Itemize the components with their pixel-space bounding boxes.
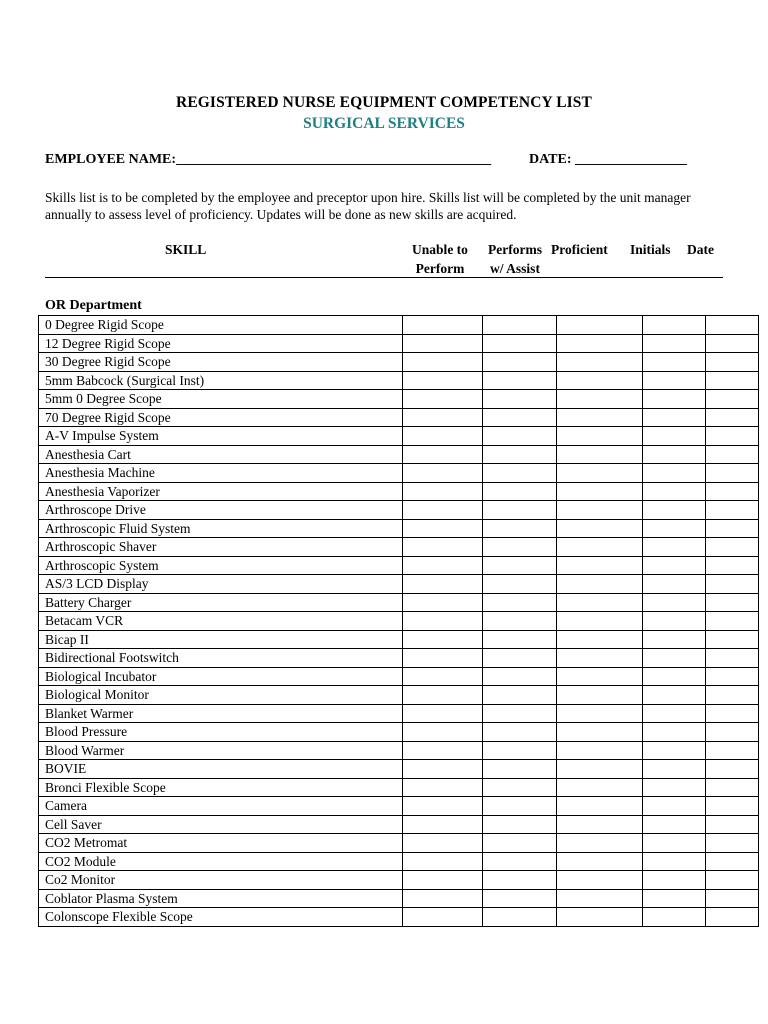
performs-with-assist-cell[interactable] [483, 815, 557, 834]
initials-cell[interactable] [643, 612, 706, 631]
date-cell[interactable] [706, 778, 759, 797]
proficient-cell[interactable] [557, 501, 643, 520]
proficient-cell[interactable] [557, 834, 643, 853]
proficient-cell[interactable] [557, 371, 643, 390]
proficient-cell[interactable] [557, 871, 643, 890]
skill-name-cell: 70 Degree Rigid Scope [39, 408, 403, 427]
initials-cell[interactable] [643, 686, 706, 705]
proficient-cell[interactable] [557, 778, 643, 797]
initials-cell[interactable] [643, 334, 706, 353]
performs-with-assist-cell[interactable] [483, 778, 557, 797]
initials-cell[interactable] [643, 575, 706, 594]
proficient-cell[interactable] [557, 445, 643, 464]
performs-with-assist-cell[interactable] [483, 334, 557, 353]
initials-cell[interactable] [643, 371, 706, 390]
table-row [39, 334, 759, 353]
proficient-cell[interactable] [557, 390, 643, 409]
employee-name-field[interactable]: _____________________________________________ [176, 152, 492, 167]
unable-to-perform-cell[interactable] [403, 778, 483, 797]
proficient-cell[interactable] [557, 427, 643, 446]
proficient-cell[interactable] [557, 815, 643, 834]
performs-with-assist-cell[interactable] [483, 390, 557, 409]
proficient-cell[interactable] [557, 649, 643, 668]
unable-to-perform-cell[interactable] [403, 686, 483, 705]
table-row [39, 538, 759, 557]
skill-name-cell: Bicap II [39, 630, 403, 649]
skill-name-cell: Biological Monitor [39, 686, 403, 705]
table-row [39, 778, 759, 797]
table-row [39, 445, 759, 464]
initials-cell[interactable] [643, 630, 706, 649]
unable-to-perform-cell[interactable] [403, 741, 483, 760]
skill-name-cell: Co2 Monitor [39, 871, 403, 890]
column-header-performs-line2: w/ Assist [490, 260, 540, 276]
performs-with-assist-cell[interactable] [483, 538, 557, 557]
table-row [39, 464, 759, 483]
unable-to-perform-cell[interactable] [403, 630, 483, 649]
skill-name-cell: Arthroscope Drive [39, 501, 403, 520]
table-row [39, 316, 759, 335]
date-cell[interactable] [706, 353, 759, 372]
performs-with-assist-cell[interactable] [483, 482, 557, 501]
initials-cell[interactable] [643, 445, 706, 464]
date-cell[interactable] [706, 482, 759, 501]
unable-to-perform-cell[interactable] [403, 316, 483, 335]
table-row [39, 612, 759, 631]
proficient-cell[interactable] [557, 852, 643, 871]
column-header-proficient: Proficient [551, 242, 608, 257]
date-field[interactable]: ________________ [575, 152, 688, 167]
skill-name-cell: CO2 Module [39, 852, 403, 871]
initials-cell[interactable] [643, 649, 706, 668]
skill-name-cell: Colonscope Flexible Scope [39, 908, 403, 927]
skill-name-cell: 30 Degree Rigid Scope [39, 353, 403, 372]
proficient-cell[interactable] [557, 408, 643, 427]
table-row [39, 797, 759, 816]
date-cell[interactable] [706, 908, 759, 927]
skill-name-cell: Betacam VCR [39, 612, 403, 631]
unable-to-perform-cell[interactable] [403, 556, 483, 575]
unable-to-perform-cell[interactable] [403, 723, 483, 742]
performs-with-assist-cell[interactable] [483, 908, 557, 927]
performs-with-assist-cell[interactable] [483, 316, 557, 335]
date-cell[interactable] [706, 871, 759, 890]
initials-cell[interactable] [643, 353, 706, 372]
unable-to-perform-cell[interactable] [403, 445, 483, 464]
skill-name-cell: 0 Degree Rigid Scope [39, 316, 403, 335]
skill-name-cell: 5mm Babcock (Surgical Inst) [39, 371, 403, 390]
document-title: REGISTERED NURSE EQUIPMENT COMPETENCY LIST [176, 94, 592, 111]
skill-name-cell: Biological Incubator [39, 667, 403, 686]
date-cell[interactable] [706, 464, 759, 483]
initials-cell[interactable] [643, 797, 706, 816]
date-cell[interactable] [706, 797, 759, 816]
initials-cell[interactable] [643, 316, 706, 335]
column-header-performs [481, 241, 549, 278]
skill-name-cell: Coblator Plasma System [39, 889, 403, 908]
unable-to-perform-cell[interactable] [403, 427, 483, 446]
initials-cell[interactable] [643, 464, 706, 483]
proficient-cell[interactable] [557, 908, 643, 927]
initials-cell[interactable] [643, 667, 706, 686]
date-cell[interactable] [706, 723, 759, 742]
table-row [39, 908, 759, 927]
unable-to-perform-cell[interactable] [403, 704, 483, 723]
instructions-text: Skills list is to be completed by the employee and preceptor upon hire. Skills list will be completed by the unit manager annually to assess level of proficiency. Updates will be done as new skills are acquired. [45, 190, 691, 222]
table-row [39, 760, 759, 779]
document-subtitle: SURGICAL SERVICES [303, 115, 465, 132]
unable-to-perform-cell[interactable] [403, 871, 483, 890]
date-line[interactable] [529, 152, 687, 168]
table-row [39, 482, 759, 501]
proficient-cell[interactable] [557, 593, 643, 612]
initials-cell[interactable] [643, 482, 706, 501]
unable-to-perform-cell[interactable] [403, 353, 483, 372]
proficient-cell[interactable] [557, 334, 643, 353]
date-cell[interactable] [706, 501, 759, 520]
unable-to-perform-cell[interactable] [403, 797, 483, 816]
skill-name-cell: Blanket Warmer [39, 704, 403, 723]
table-row [39, 723, 759, 742]
table-row [39, 704, 759, 723]
proficient-cell[interactable] [557, 723, 643, 742]
date-cell[interactable] [706, 612, 759, 631]
unable-to-perform-cell[interactable] [403, 649, 483, 668]
unable-to-perform-cell[interactable] [403, 834, 483, 853]
proficient-cell[interactable] [557, 889, 643, 908]
initials-cell[interactable] [643, 852, 706, 871]
performs-with-assist-cell[interactable] [483, 649, 557, 668]
proficient-cell[interactable] [557, 482, 643, 501]
performs-with-assist-cell[interactable] [483, 464, 557, 483]
skill-name-cell: Blood Pressure [39, 723, 403, 742]
performs-with-assist-cell[interactable] [483, 667, 557, 686]
initials-cell[interactable] [643, 741, 706, 760]
initials-cell[interactable] [643, 871, 706, 890]
unable-to-perform-cell[interactable] [403, 519, 483, 538]
skill-name-cell: A-V Impulse System [39, 427, 403, 446]
table-row [39, 889, 759, 908]
unable-to-perform-cell[interactable] [403, 575, 483, 594]
skill-name-cell: CO2 Metromat [39, 834, 403, 853]
skill-name-cell: 12 Degree Rigid Scope [39, 334, 403, 353]
initials-cell[interactable] [643, 519, 706, 538]
column-header-unable-line1: Unable to [412, 242, 468, 257]
unable-to-perform-cell[interactable] [403, 408, 483, 427]
date-cell[interactable] [706, 519, 759, 538]
table-row [39, 593, 759, 612]
performs-with-assist-cell[interactable] [483, 556, 557, 575]
header-divider [45, 277, 723, 278]
initials-cell[interactable] [643, 390, 706, 409]
date-cell[interactable] [706, 760, 759, 779]
initials-cell[interactable] [643, 427, 706, 446]
performs-with-assist-cell[interactable] [483, 408, 557, 427]
table-row [39, 630, 759, 649]
initials-cell[interactable] [643, 723, 706, 742]
skill-name-cell: Blood Warmer [39, 741, 403, 760]
column-header-initials: Initials [630, 242, 671, 257]
unable-to-perform-cell[interactable] [403, 815, 483, 834]
date-cell[interactable] [706, 334, 759, 353]
table-row [39, 575, 759, 594]
unable-to-perform-cell[interactable] [403, 482, 483, 501]
skill-name-cell: Anesthesia Machine [39, 464, 403, 483]
performs-with-assist-cell[interactable] [483, 852, 557, 871]
performs-with-assist-cell[interactable] [483, 427, 557, 446]
proficient-cell[interactable] [557, 630, 643, 649]
column-header-date: Date [687, 242, 714, 257]
section-title: OR Department [45, 298, 142, 313]
proficient-cell[interactable] [557, 741, 643, 760]
skill-name-cell: Arthroscopic System [39, 556, 403, 575]
unable-to-perform-cell[interactable] [403, 464, 483, 483]
date-cell[interactable] [706, 390, 759, 409]
performs-with-assist-cell[interactable] [483, 834, 557, 853]
date-cell[interactable] [706, 427, 759, 446]
unable-to-perform-cell[interactable] [403, 334, 483, 353]
date-cell[interactable] [706, 445, 759, 464]
performs-with-assist-cell[interactable] [483, 593, 557, 612]
date-label: DATE: [529, 152, 572, 167]
proficient-cell[interactable] [557, 575, 643, 594]
proficient-cell[interactable] [557, 353, 643, 372]
performs-with-assist-cell[interactable] [483, 575, 557, 594]
performs-with-assist-cell[interactable] [483, 519, 557, 538]
date-cell[interactable] [706, 316, 759, 335]
performs-with-assist-cell[interactable] [483, 871, 557, 890]
column-header-unable-line2: Perform [415, 260, 465, 276]
performs-with-assist-cell[interactable] [483, 686, 557, 705]
date-cell[interactable] [706, 834, 759, 853]
skill-name-cell: Camera [39, 797, 403, 816]
column-header-performs-line1: Performs [488, 242, 542, 257]
initials-cell[interactable] [643, 889, 706, 908]
proficient-cell[interactable] [557, 612, 643, 631]
unable-to-perform-cell[interactable] [403, 371, 483, 390]
performs-with-assist-cell[interactable] [483, 501, 557, 520]
performs-with-assist-cell[interactable] [483, 612, 557, 631]
table-row [39, 353, 759, 372]
date-cell[interactable] [706, 741, 759, 760]
initials-cell[interactable] [643, 760, 706, 779]
date-cell[interactable] [706, 889, 759, 908]
performs-with-assist-cell[interactable] [483, 353, 557, 372]
table-row [39, 371, 759, 390]
performs-with-assist-cell[interactable] [483, 760, 557, 779]
unable-to-perform-cell[interactable] [403, 889, 483, 908]
date-cell[interactable] [706, 852, 759, 871]
table-row [39, 741, 759, 760]
skill-name-cell: Bronci Flexible Scope [39, 778, 403, 797]
initials-cell[interactable] [643, 408, 706, 427]
table-row [39, 390, 759, 409]
table-row [39, 408, 759, 427]
skill-name-cell: Arthroscopic Shaver [39, 538, 403, 557]
initials-cell[interactable] [643, 704, 706, 723]
unable-to-perform-cell[interactable] [403, 593, 483, 612]
proficient-cell[interactable] [557, 464, 643, 483]
unable-to-perform-cell[interactable] [403, 390, 483, 409]
date-cell[interactable] [706, 686, 759, 705]
unable-to-perform-cell[interactable] [403, 501, 483, 520]
unable-to-perform-cell[interactable] [403, 908, 483, 927]
date-cell[interactable] [706, 575, 759, 594]
initials-cell[interactable] [643, 538, 706, 557]
column-header-unable [405, 241, 475, 278]
skill-name-cell: Arthroscopic Fluid System [39, 519, 403, 538]
initials-cell[interactable] [643, 815, 706, 834]
performs-with-assist-cell[interactable] [483, 723, 557, 742]
performs-with-assist-cell[interactable] [483, 704, 557, 723]
employee-name-label: EMPLOYEE NAME: [45, 152, 177, 167]
date-cell[interactable] [706, 538, 759, 557]
date-cell[interactable] [706, 556, 759, 575]
table-row [39, 667, 759, 686]
skills-table-body [39, 316, 759, 927]
skill-name-cell: Anesthesia Vaporizer [39, 482, 403, 501]
column-header-skill: SKILL [165, 242, 207, 257]
unable-to-perform-cell[interactable] [403, 852, 483, 871]
initials-cell[interactable] [643, 593, 706, 612]
proficient-cell[interactable] [557, 797, 643, 816]
initials-cell[interactable] [643, 908, 706, 927]
skill-name-cell: Battery Charger [39, 593, 403, 612]
proficient-cell[interactable] [557, 538, 643, 557]
date-cell[interactable] [706, 371, 759, 390]
performs-with-assist-cell[interactable] [483, 889, 557, 908]
table-row [39, 834, 759, 853]
skill-name-cell: Anesthesia Cart [39, 445, 403, 464]
table-row [39, 815, 759, 834]
unable-to-perform-cell[interactable] [403, 612, 483, 631]
skills-table [38, 315, 759, 927]
performs-with-assist-cell[interactable] [483, 445, 557, 464]
date-cell[interactable] [706, 704, 759, 723]
unable-to-perform-cell[interactable] [403, 538, 483, 557]
table-row [39, 556, 759, 575]
table-row [39, 852, 759, 871]
initials-cell[interactable] [643, 778, 706, 797]
date-cell[interactable] [706, 408, 759, 427]
date-cell[interactable] [706, 593, 759, 612]
skill-name-cell: AS/3 LCD Display [39, 575, 403, 594]
initials-cell[interactable] [643, 556, 706, 575]
initials-cell[interactable] [643, 834, 706, 853]
skill-name-cell: BOVIE [39, 760, 403, 779]
proficient-cell[interactable] [557, 667, 643, 686]
initials-cell[interactable] [643, 501, 706, 520]
date-cell[interactable] [706, 630, 759, 649]
skill-name-cell: Bidirectional Footswitch [39, 649, 403, 668]
proficient-cell[interactable] [557, 686, 643, 705]
performs-with-assist-cell[interactable] [483, 371, 557, 390]
unable-to-perform-cell[interactable] [403, 667, 483, 686]
proficient-cell[interactable] [557, 760, 643, 779]
unable-to-perform-cell[interactable] [403, 760, 483, 779]
performs-with-assist-cell[interactable] [483, 630, 557, 649]
date-cell[interactable] [706, 667, 759, 686]
table-row [39, 427, 759, 446]
proficient-cell[interactable] [557, 704, 643, 723]
proficient-cell[interactable] [557, 519, 643, 538]
table-row [39, 686, 759, 705]
table-row [39, 649, 759, 668]
table-row [39, 519, 759, 538]
skill-name-cell: 5mm 0 Degree Scope [39, 390, 403, 409]
proficient-cell[interactable] [557, 316, 643, 335]
employee-name-line[interactable] [45, 152, 491, 168]
proficient-cell[interactable] [557, 556, 643, 575]
skill-name-cell: Cell Saver [39, 815, 403, 834]
table-row [39, 501, 759, 520]
date-cell[interactable] [706, 649, 759, 668]
table-row [39, 871, 759, 890]
date-cell[interactable] [706, 815, 759, 834]
performs-with-assist-cell[interactable] [483, 741, 557, 760]
performs-with-assist-cell[interactable] [483, 797, 557, 816]
